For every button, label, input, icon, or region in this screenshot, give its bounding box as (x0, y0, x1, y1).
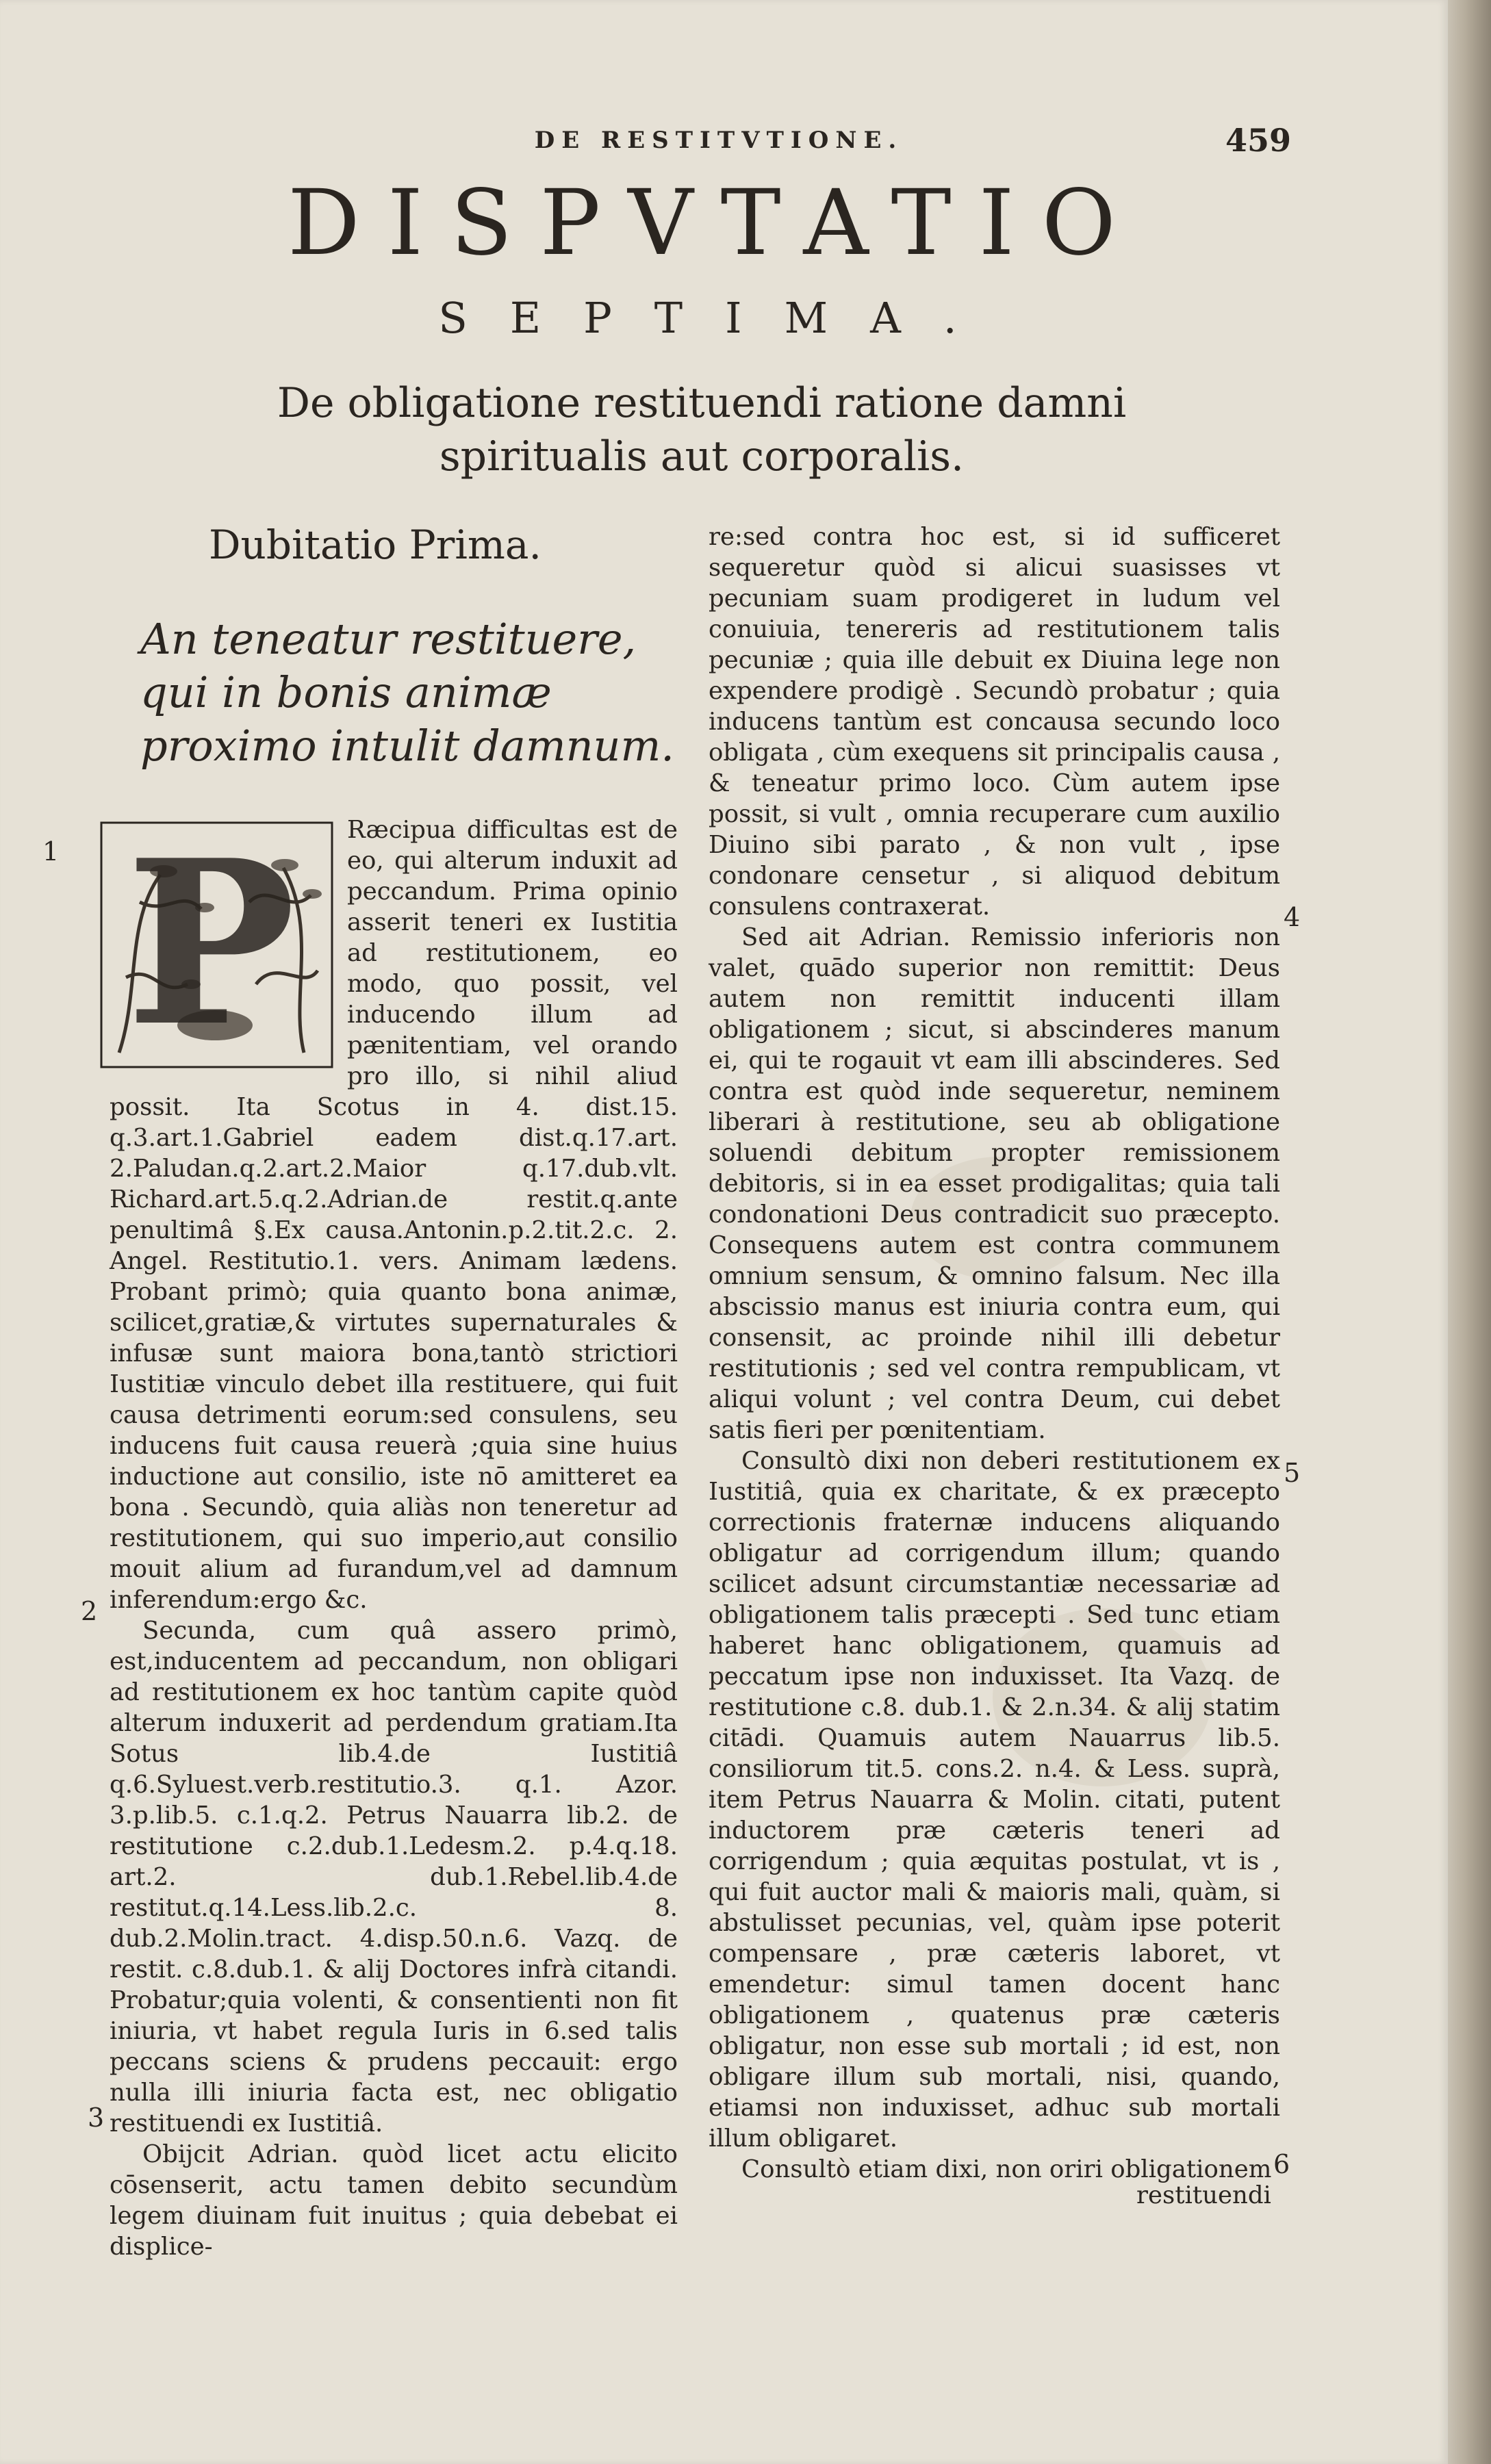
decorated-initial (99, 810, 335, 1076)
catchword: restituendi (1136, 2181, 1271, 2209)
page-number: 459 (1225, 122, 1292, 159)
paragraph: Ræcipua difficultas est de eo, qui alterum induxit ad peccandum. Prima opinio asserit teneri ex Iustitia ad restitutionem, eo modo, quo possit, vel inducendo illum ad pænitentiam, vel orando pro illo, si nihil aliud possit. Ita Scotus in 4. dist.15. q.3.art.1.Gabriel eadem dist.q.17.art. 2.Paludan.q.2.art.2.Maior q.17.dub.vlt. Richard.art.5.q.2.Adrian.de restit.q.ante penultimâ §.Ex causa.Antonin.p.2.tit.2.c. 2. Angel. Restitutio.1. vers. Animam lædens. Probant primò; quia quanto bona animæ, scilicet,gratiæ,& virtutes supernaturales & infusæ sunt maiora bona,tantò strictiori Iustitiæ vinculo debet illa restituere, qui fuit causa detrimenti eorum:sed consulens, seu inducens fuit causa reuerà ;quia sine huius inductione aut consilio, iste nō amitteret ea bona . Secundò, quia aliàs non teneretur ad restitutionem, qui suo imperio,aut consilio mouit alium ad furandum,vel ad damnum inferendum:ergo &c. (110, 816, 678, 1614)
initial-letter: P (126, 810, 296, 1076)
margin-number: 1 (42, 836, 60, 867)
question-heading: An teneatur restituere, qui in bonis animæ proximo intulit damnum. (140, 614, 674, 771)
right-column (709, 522, 1280, 2185)
margin-number: 6 (1273, 2149, 1290, 2179)
margin-number: 5 (1284, 1458, 1301, 1488)
disputation-title: DISPVTATIO (288, 170, 1143, 276)
paragraph: Consultò dixi non deberi restitutionem ex Iustitiâ, quia ex charitate, & ex præcepto correctionis fraternæ inducens aliquando obligatur ad corrigendum illum; quando scilicet adsunt circumstantiæ necessariæ ad obligationem talis præcepti . Sed tunc etiam haberet hanc obligationem, quamuis ad peccatum ipse non induxisset. Ita Vazq. de restitutione c.8. dub.1. & 2.n.34. & alij statim citādi. Quamuis autem Nauarrus lib.5. consiliorum tit.5. cons.2. n.4. & Less. suprà, item Petrus Nauarra & Molin. citati, putent inductorem præ cæteris teneri ad corrigendum ; quia æquitas postulat, vt is , qui fuit auctor mali & maioris mali, quàm, si abstulisset pecunias, vel, quàm ipse poterit compensare , præ cæteris laboret, vt emendetur: simul tamen docent hanc obligationem , quatenus præ cæteris obligatur, non esse sub mortali ; id est, non obligare illum sub mortali, nisi, quando, etiamsi non induxisset, adhuc sub mortali illum obligaret. (709, 1447, 1280, 2153)
margin-number: 4 (1284, 902, 1301, 932)
paragraph: Obijcit Adrian. quòd licet actu elicito cōsenserit, actu tamen debito secundùm legem diuinam fuit inuitus ; quia debebat ei displice- (110, 2140, 678, 2261)
page-edge (1448, 0, 1491, 2464)
paragraph: re:sed contra hoc est, si id sufficeret sequeretur quòd si alicui suasisses vt pecuniam suam prodigeret in ludum vel conuiuia, tenereris ad restitutionem talis pecuniæ ; quia ille debuit ex Diuina lege non expendere prodigè . Secundò probatur ; quia inducens tantùm est concausa secundo loco obligata , cùm exequens sit principalis causa , & teneatur primo loco. Cùm autem ipse possit, si vult , omnia recuperare cum auxilio Diuino sibi parato , & non vult , ipse condonare censetur , si aliquod debitum consulens contraxerat. (709, 523, 1280, 921)
paragraph: Secunda, cum quâ assero primò, est,inducentem ad peccandum, non obligari ad restitutionem ex hoc tantùm capite quòd alterum induxerit ad perdendum gratiam.Ita Sotus lib.4.de Iustitiâ q.6.Syluest.verb.restitutio.3. q.1. Azor. 3.p.lib.5. c.1.q.2. Petrus Nauarra lib.2. de restitutione c.2.dub.1.Ledesm.2. p.4.q.18. art.2. dub.1.Rebel.lib.4.de restitut.q.14.Less.lib.2.c. 8. dub.2.Molin.tract. 4.disp.50.n.6. Vazq. de restit. c.8.dub.1. & alij Doctores infrà citandi. Probatur;quia volenti, & consentienti non fit iniuria, vt habet regula Iuris in 6.sed talis peccans sciens & prudens peccauit: ergo nulla illi iniuria facta est, nec obligatio restituendi ex Iustitiâ. (110, 1617, 678, 2138)
margin-number: 2 (81, 1596, 98, 1626)
running-head: DE RESTITVTIONE. (534, 127, 904, 154)
paragraph: Sed ait Adrian. Remissio inferioris non valet, quādo superior non remittit: Deus autem non remittit inducenti illam obligationem ; sicut, si abscinderes manum ei, qui te rogauit vt eam illi abscinderes. Sed contra est quòd inde sequeretur, neminem liberari à restitutione, seu ab obligatione soluendi debitum propter remissionem debitoris, si in ea esset prodigalitas; quia tali condonationi Deus contradicit suo præcepto. Consequens autem est contra communem omnium sensum, & omnino falsum. Nec illa abscissio manus est iniuria contra eum, qui consensit, ac proinde nihil illi debetur restitutionis ; sed vel contra rempublicam, vt aliqui volunt ; vel contra Deum, cui debet satis fieri per pœnitentiam. (709, 923, 1280, 1444)
margin-number: 3 (88, 2103, 105, 2133)
paragraph: Consultò etiam dixi, non oriri obligationem (741, 2155, 1272, 2183)
section-heading: Dubitatio Prima. (209, 522, 541, 568)
disputation-subtitle: SEPTIMA. (438, 293, 999, 343)
left-column (110, 810, 678, 2262)
disputation-topic: De obligatione restituendi ratione damni spiritualis aut corporalis. (277, 379, 1127, 480)
